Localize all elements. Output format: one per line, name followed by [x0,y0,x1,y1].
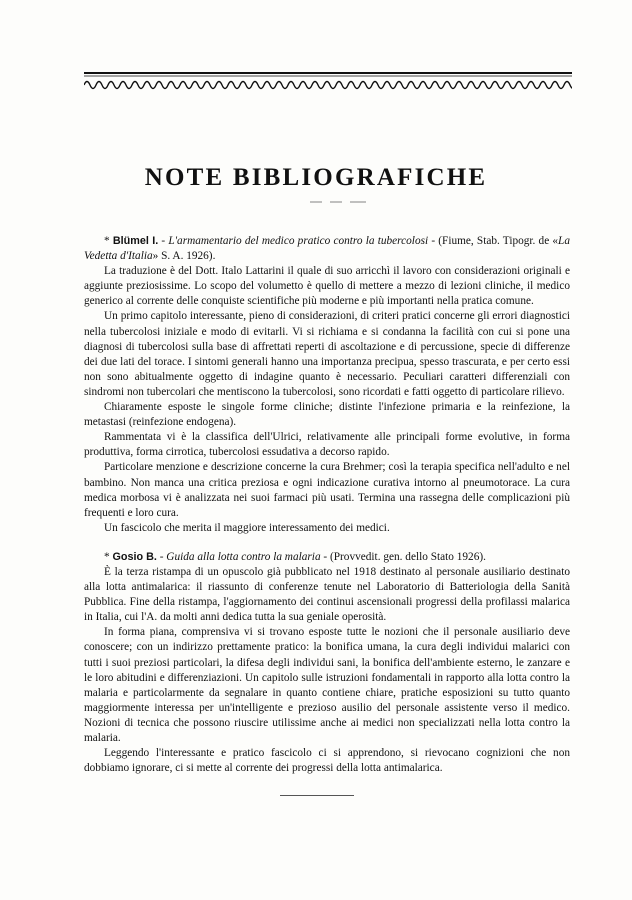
entry-publication-info: - (Fiume, Stab. Tipogr. de « [428,235,559,247]
entry-work-title: Guida alla lotta contro la malaria [166,550,321,563]
entry-paragraph: Un fascicolo che merita il maggiore interessamento dei medici. [104,521,390,534]
entry-heading [84,550,570,565]
entry-paragraph: In forma piana, comprensiva vi si trovano esposte tutte le nozioni che il personale ausiliario deve conoscere; con un indirizzo prettamente pratico: la bonifica umana, la cura degli individui malarici con tutti i suoi preziosi particolari, la difesa degli individui sani, la bonifica dell'ambiente esterno, le zanzare e le loro abitudini e differenziazioni. Un capitolo sulle istruzioni fondamentali in rapporto alla lotta contro la malaria e particolarmente da segnalare in quanto contiene chiare, pratiche esposizioni su tutto quanto maggiormente interessa per un'intelligente e prezioso ausilio del personale assistente verso il medico. Nozioni di tecnica che possono riuscire utilissime anche ai medici non specializzati nella lotta contro la malaria. [84,626,570,744]
entry-paragraph: Rammentata vi è la classifica dell'Ulrici, relativamente alle principali forme evolutive, in forma produttiva, forma cirrotica, tubercolosi essudativa a decorso rapido. [84,431,570,459]
entry-paragraph: Particolare menzione e descrizione concerne la cura Brehmer; così la terapia specifica nell'adulto e nel bambino. Non manca una critica preziosa e ogni indicazione curativa intorno al pneumotorace. La cura medica morbosa vi è analizzata nei suoi farmaci più usati. Termina una rassegna delle complicazioni più frequenti e loro cura. [84,461,570,519]
entry-paragraph: La traduzione è del Dott. Italo Lattarini il quale di suo arricchì il lavoro con considerazioni originali e aggiunte preziosissime. Lo scopo del volumetto è quello di mettere a mezzo di lezioni cliniche, il medico generico al corrente delle conquiste scientifiche più moderne e più importanti nella pratica comune. [84,265,570,308]
entry-publication-info: - (Provvedit. gen. dello Stato 1926). [320,550,486,563]
entry-paragraph: Chiaramente esposte le singole forme cliniche; distinte l'infezione primaria e la reinfezione, la metastasi (reinfezione endogena). [84,401,570,429]
entry-spacer [84,536,570,550]
entry-paragraph: Un primo capitolo interessante, pieno di considerazioni, di criteri pratici concerne gli errori diagnostici nella tubercolosi iniziale e modo di evitarli. Vi si richiama e si condanna la facilità con cui si pone una diagnosi di tubercolosi sulla base di affrettati reperti di ascoltazione e di percussione, specie di differenze dei due lati del torace. I sintomi generali hanno una importanza precipua, spesso trascurata, e per certo essi non sono abitualmente oggetto di indagine quanto è necessario. Peculiari caratteri differenziali con sindromi non tubercolari che mentiscono la tubercolosi, sono ricordati e fatti oggetto di particolare rilievo. [84,310,570,398]
closing-rule [280,795,354,796]
entry-heading [84,234,570,264]
entry-author: Gosio B. [112,550,157,563]
entry-marker: * [104,235,110,247]
entry-separator: - [158,235,169,247]
entry-paragraph: È la terza ristampa di un opuscolo già pubblicato nel 1918 destinato al personale ausiliario destinato alla lotta antimalarica: il riassunto di conferenze tenute nel Laboratorio di Batteriologia della Sanità Pubblica. Fine della ristampa, l'aggiornamento dei continui ascensionali progressi della profilassi malarica in Italia, cui l'A. da molti anni dedica tutta la sua geniale operosità. [84,565,570,624]
entry-paragraph: Leggendo l'interessante e pratico fascicolo ci si apprendono, si rievocano cognizioni che non dobbiamo ignorare, ci si mette al corrente dei progressi della lotta antimalarica. [84,747,570,775]
entry-publisher: La Vedetta d'Italia [84,235,570,263]
review-content [84,234,570,776]
review-entry [84,234,570,536]
entry-separator: - [156,550,167,563]
review-entry [84,550,570,776]
entry-work-title: L'armamentario del medico pratico contro la tubercolosi [168,235,429,247]
entry-publication-end: » S. A. 1926). [152,250,216,263]
page-title: NOTE BIBLIOGRAFICHE [144,164,488,191]
entry-marker: * [104,550,110,563]
ornamental-border [84,70,572,94]
entry-author: Blümel I. [112,235,159,247]
title-underline-ornament [308,198,378,206]
